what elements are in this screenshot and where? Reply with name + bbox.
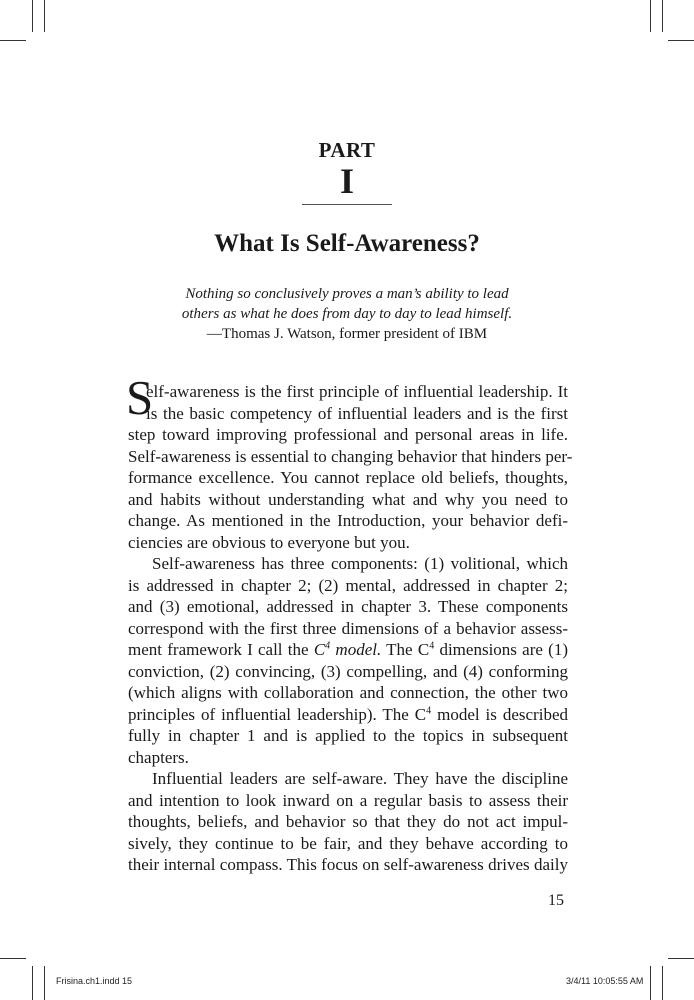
text-line: ciencies are obvious to everyone but you. — [128, 532, 410, 552]
text-segment: The C — [381, 640, 430, 659]
part-divider — [302, 204, 392, 205]
body-text — [128, 381, 573, 876]
epigraph-line: Nothing so conclusively proves a man’s ability to lead — [185, 286, 509, 302]
text-line — [128, 704, 568, 726]
crop-mark — [32, 966, 33, 1000]
text-line: correspond with the first three dimensions of a behavior assess- — [128, 618, 568, 638]
crop-mark — [662, 966, 663, 1000]
text-line: elf-awareness is the first principle of influential leadership. It — [146, 382, 568, 401]
epigraph-line: others as what he does from day to day to lead himself. — [181, 306, 513, 322]
superscript: 4 — [426, 704, 432, 716]
text-line: Self-awareness is essential to changing behavior that hinders per- — [128, 446, 573, 466]
crop-mark — [668, 40, 694, 41]
crop-mark — [44, 966, 45, 1000]
text-line: (which aligns with collaboration and connection, the other two — [128, 683, 568, 702]
text-line: and habits without understanding what and why you need to — [128, 489, 568, 509]
chapter-title: What Is Self-Awareness? — [214, 230, 480, 257]
text-segment: model is described — [431, 704, 568, 724]
superscript: 4 — [429, 640, 435, 652]
file-slug: Frisina.ch1.indd 15 — [56, 976, 133, 986]
text-line: change. As mentioned in the Introduction, your behavior defi- — [128, 511, 568, 530]
crop-mark — [44, 0, 45, 32]
model-term: model. — [335, 640, 382, 659]
text-line: and (3) emotional, addressed in chapter 3. These components — [128, 597, 568, 616]
crop-mark — [662, 0, 663, 32]
crop-mark — [0, 40, 26, 41]
text-line: is addressed in chapter 2; (2) mental, addressed in chapter 2; — [128, 575, 568, 595]
page-number: 15 — [548, 892, 564, 909]
superscript: 4 — [325, 640, 331, 652]
text-line: formance excellence. You cannot replace old beliefs, thoughts, — [128, 468, 568, 487]
text-segment: dimensions are (1) — [434, 640, 568, 659]
crop-mark — [650, 0, 651, 32]
drop-cap: S — [126, 370, 154, 425]
text-line: step toward improving professional and personal areas in life. — [128, 425, 568, 444]
crop-mark — [0, 958, 26, 959]
text-line: is the basic competency of influential leaders and is the first — [146, 403, 568, 423]
text-line: sively, they continue to be fair, and they behave according to — [128, 833, 568, 853]
text-line: their internal compass. This focus on self-awareness drives daily — [128, 855, 568, 874]
text-line: thoughts, beliefs, and behavior so that they do not act impul- — [128, 812, 568, 831]
text-line: and intention to look inward on a regular basis to assess their — [128, 790, 568, 810]
text-line: Self-awareness has three components: (1) volitional, which — [152, 554, 568, 573]
text-segment: principles of influential leadership). The C — [128, 704, 427, 724]
text-line: fully in chapter 1 and is applied to the topics in subsequent — [128, 726, 568, 745]
epigraph-attribution: —Thomas J. Watson, former president of IBM — [206, 326, 488, 342]
text-line: conviction, (2) convincing, (3) compelling, and (4) conforming — [128, 661, 568, 681]
c4-term: C — [313, 640, 326, 659]
text-line — [128, 639, 568, 661]
text-segment: ment framework I call the — [128, 640, 314, 659]
part-label: PART — [318, 138, 376, 162]
crop-mark — [668, 958, 694, 959]
timestamp-slug: 3/4/11 10:05:55 AM — [566, 976, 644, 986]
crop-mark — [650, 966, 651, 1000]
part-number: I — [339, 161, 354, 201]
text-line: Influential leaders are self-aware. They have the discipline — [152, 769, 568, 788]
text-line: chapters. — [128, 747, 189, 767]
crop-mark — [32, 0, 33, 32]
